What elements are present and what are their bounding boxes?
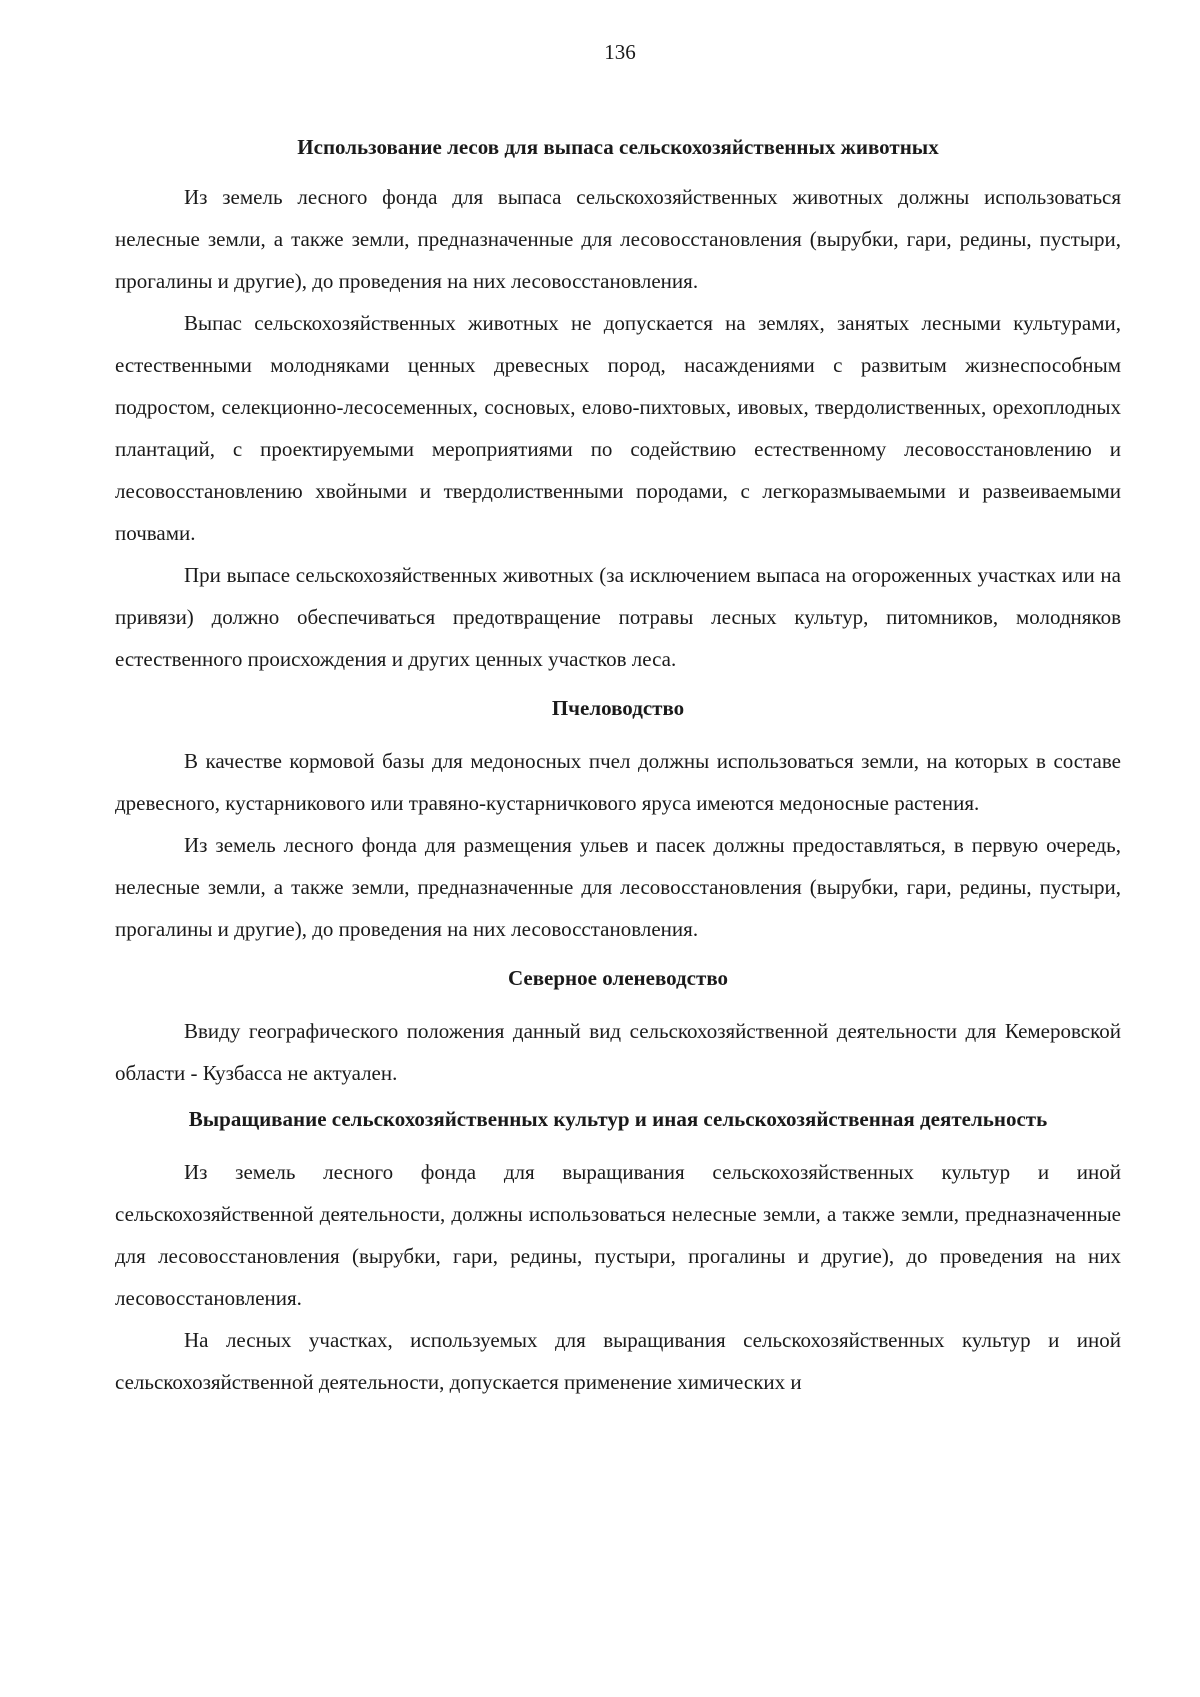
section-heading-grazing: Использование лесов для выпаса сельскохозяйственных животных <box>297 135 939 159</box>
page-number: 136 <box>604 40 636 64</box>
page-content <box>115 126 1121 1403</box>
paragraph: Из земель лесного фонда для выращивания сельскохозяйственных культур и иной сельскохозяйственной деятельности, должны использоваться нелесные земли, а также земли, предназначенные для лесовосстановления (вырубки, гари, редины, пустыри, прогалины и другие), до проведения на них лесовосстановления. <box>115 1160 1121 1310</box>
paragraph: Выпас сельскохозяйственных животных не допускается на землях, занятых лесными культурами, естественными молодняками ценных древесных пород, насаждениями с развитым жизнеспособным подростом, селекционно-лесосеменных, сосновых, елово-пихтовых, ивовых, твердолиственных, орехоплодных плантаций, с проектируемыми мероприятиями по содействию естественному лесовосстановлению и лесовосстановлению хвойными и твердолиственными породами, с легкоразмываемыми и развеиваемыми почвами. <box>115 311 1121 545</box>
section-heading-reindeer-herding: Северное оленеводство <box>507 966 729 990</box>
paragraph: Из земель лесного фонда для размещения ульев и пасек должны предоставляться, в первую очередь, нелесные земли, а также земли, предназначенные для лесовосстановления (вырубки, гари, редины, пустыри, прогалины и другие), до проведения на них лесовосстановления. <box>115 833 1121 941</box>
section-heading-beekeeping: Пчеловодство <box>551 696 685 720</box>
paragraph: Ввиду географического положения данный вид сельскохозяйственной деятельности для Кемеровской области - Кузбасса не актуален. <box>115 1019 1121 1085</box>
section-heading-crop-growing: Выращивание сельскохозяйственных культур и иная сельскохозяйственная деятельность <box>188 1107 1048 1131</box>
paragraph: При выпасе сельскохозяйственных животных (за исключением выпаса на огороженных участках или на привязи) должно обеспечиваться предотвращение потравы лесных культур, питомников, молодняков естественного происхождения и других ценных участков леса. <box>115 563 1121 671</box>
paragraph: Из земель лесного фонда для выпаса сельскохозяйственных животных должны использоваться нелесные земли, а также земли, предназначенные для лесовосстановления (вырубки, гари, редины, пустыри, прогалины и другие), до проведения на них лесовосстановления. <box>115 185 1121 293</box>
paragraph: В качестве кормовой базы для медоносных пчел должны использоваться земли, на которых в составе древесного, кустарникового или травяно-кустарничкового яруса имеются медоносные растения. <box>115 749 1121 815</box>
paragraph: На лесных участках, используемых для выращивания сельскохозяйственных культур и иной сельскохозяйственной деятельности, допускается применение химических и <box>115 1328 1121 1394</box>
